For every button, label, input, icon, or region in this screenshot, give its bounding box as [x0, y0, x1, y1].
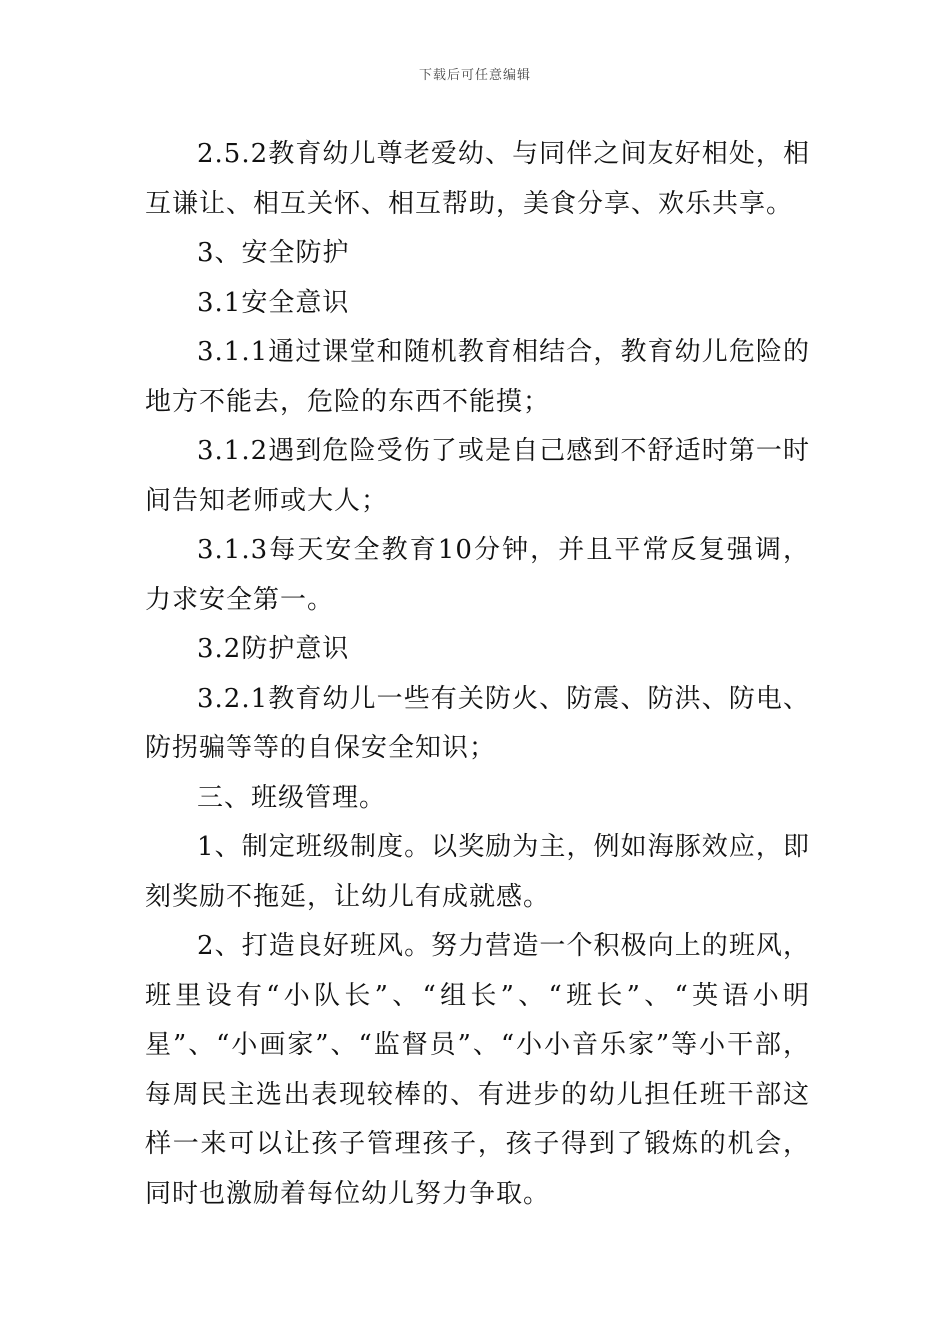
paragraph-3-1-2: 3.1.2遇到危险受伤了或是自己感到不舒适时第一时间告知老师或大人； — [145, 436, 810, 516]
paragraph-3-2-1: 3.2.1教育幼儿一些有关防火、防震、防洪、防电、防拐骗等等的自保安全知识； — [145, 683, 810, 763]
paragraph-2-5-2: 2.5.2教育幼儿尊老爱幼、与同伴之间友好相处，相互谦让、相互关怀、相互帮助，美食分享、欢乐共享。 — [145, 139, 810, 219]
heading-protection-awareness: 3.2防护意识 — [197, 634, 350, 664]
page-header-note: 下载后可任意编辑 — [418, 68, 531, 83]
paragraph-class-rules: 1、制定班级制度。以奖励为主，例如海豚效应，即刻奖励不拖延，让幼儿有成就感。 — [145, 832, 810, 912]
paragraph-3-1-1: 3.1.1通过课堂和随机教育相结合，教育幼儿危险的地方不能去，危险的东西不能摸； — [145, 337, 810, 417]
document-body — [145, 130, 810, 1219]
heading-safety-protection: 3、安全防护 — [197, 238, 350, 268]
heading-class-management: 三、班级管理。 — [197, 782, 387, 813]
paragraph-3-1-3: 3.1.3每天安全教育10分钟，并且平常反复强调，力求安全第一。 — [145, 535, 810, 615]
paragraph-class-culture: 2、打造良好班风。努力营造一个积极向上的班风，班里设有“小队长”、“组长”、“班长”、“英语小明星”、“小画家”、“监督员”、“小小音乐家”等小干部，每周民主选出表现较棒的、有进步的幼儿担任班干部这样一来可以让孩子管理孩子，孩子得到了锻炼的机会，同时也激励着每位幼儿努力争取。 — [145, 931, 810, 1209]
heading-safety-awareness: 3.1安全意识 — [197, 287, 350, 318]
